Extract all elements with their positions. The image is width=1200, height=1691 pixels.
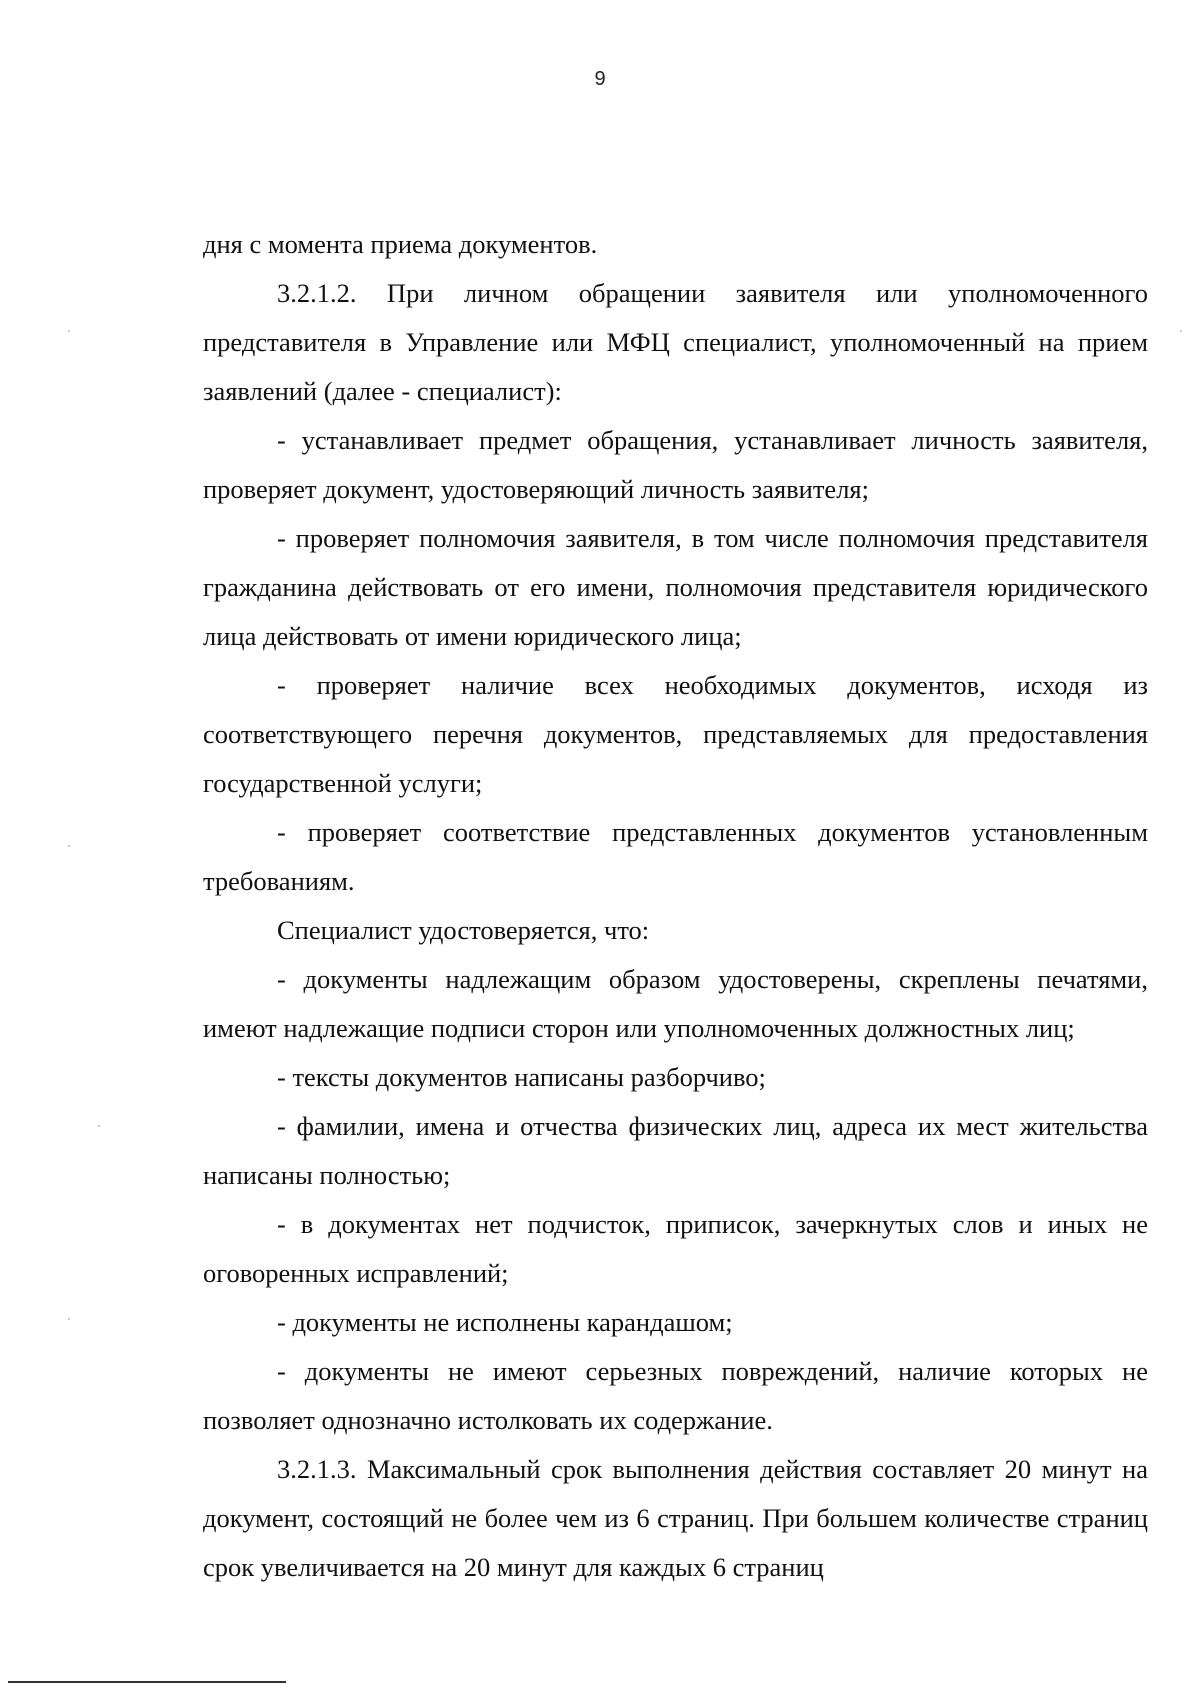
scan-speck: [98, 1125, 100, 1127]
paragraph-list-item: - проверяет соответствие представленных документов установленным требованиям.: [203, 817, 1148, 896]
paragraph-list-item: - фамилии, имена и отчества физических лиц, адреса их мест жительства написаны полностью;: [203, 1111, 1148, 1190]
paragraph-section-3-2-1-3: 3.2.1.3. Максимальный срок выполнения действия составляет 20 минут на документ, состоящий не более чем из 6 страниц. При большем количестве страниц срок увеличивается на 20 минут для каждых 6 страниц: [203, 1454, 1148, 1582]
paragraph-list-item: - проверяет полномочия заявителя, в том числе полномочия представителя гражданина действовать от его имени, полномочия представителя юридического лица действовать от имени юридического лица;: [203, 523, 1148, 651]
scan-speck: [1180, 330, 1182, 332]
paragraph-continuation: дня с момента приема документов.: [203, 229, 598, 259]
paragraph-list-item: - проверяет наличие всех необходимых документов, исходя из соответствующего перечня документов, представляемых для предоставления государственной услуги;: [203, 670, 1148, 798]
scan-speck: [68, 845, 70, 847]
paragraph-list-item: - в документах нет подчисток, приписок, зачеркнутых слов и иных не оговоренных исправлений;: [203, 1209, 1148, 1288]
page-number: 9: [594, 68, 606, 90]
scan-speck: [68, 1318, 70, 1320]
paragraph-list-item: - документы не исполнены карандашом;: [277, 1307, 733, 1337]
document-body: [203, 220, 1148, 1592]
footer-rule: [8, 1681, 286, 1683]
paragraph-list-item: - документы не имеют серьезных повреждений, наличие которых не позволяет однозначно истолковать их содержание.: [203, 1356, 1148, 1435]
paragraph-section-3-2-1-2: 3.2.1.2. При личном обращении заявителя или уполномоченного представителя в Управление или МФЦ специалист, уполномоченный на прием заявлений (далее - специалист):: [203, 278, 1148, 406]
paragraph-specialist-verifies: Специалист удостоверяется, что:: [277, 915, 650, 945]
paragraph-list-item: - документы надлежащим образом удостоверены, скреплены печатями, имеют надлежащие подписи сторон или уполномоченных должностных лиц;: [203, 964, 1148, 1043]
scan-speck: [68, 330, 70, 332]
paragraph-list-item: - устанавливает предмет обращения, устанавливает личность заявителя, проверяет документ, удостоверяющий личность заявителя;: [203, 425, 1148, 504]
paragraph-list-item: - тексты документов написаны разборчиво;: [277, 1062, 766, 1092]
